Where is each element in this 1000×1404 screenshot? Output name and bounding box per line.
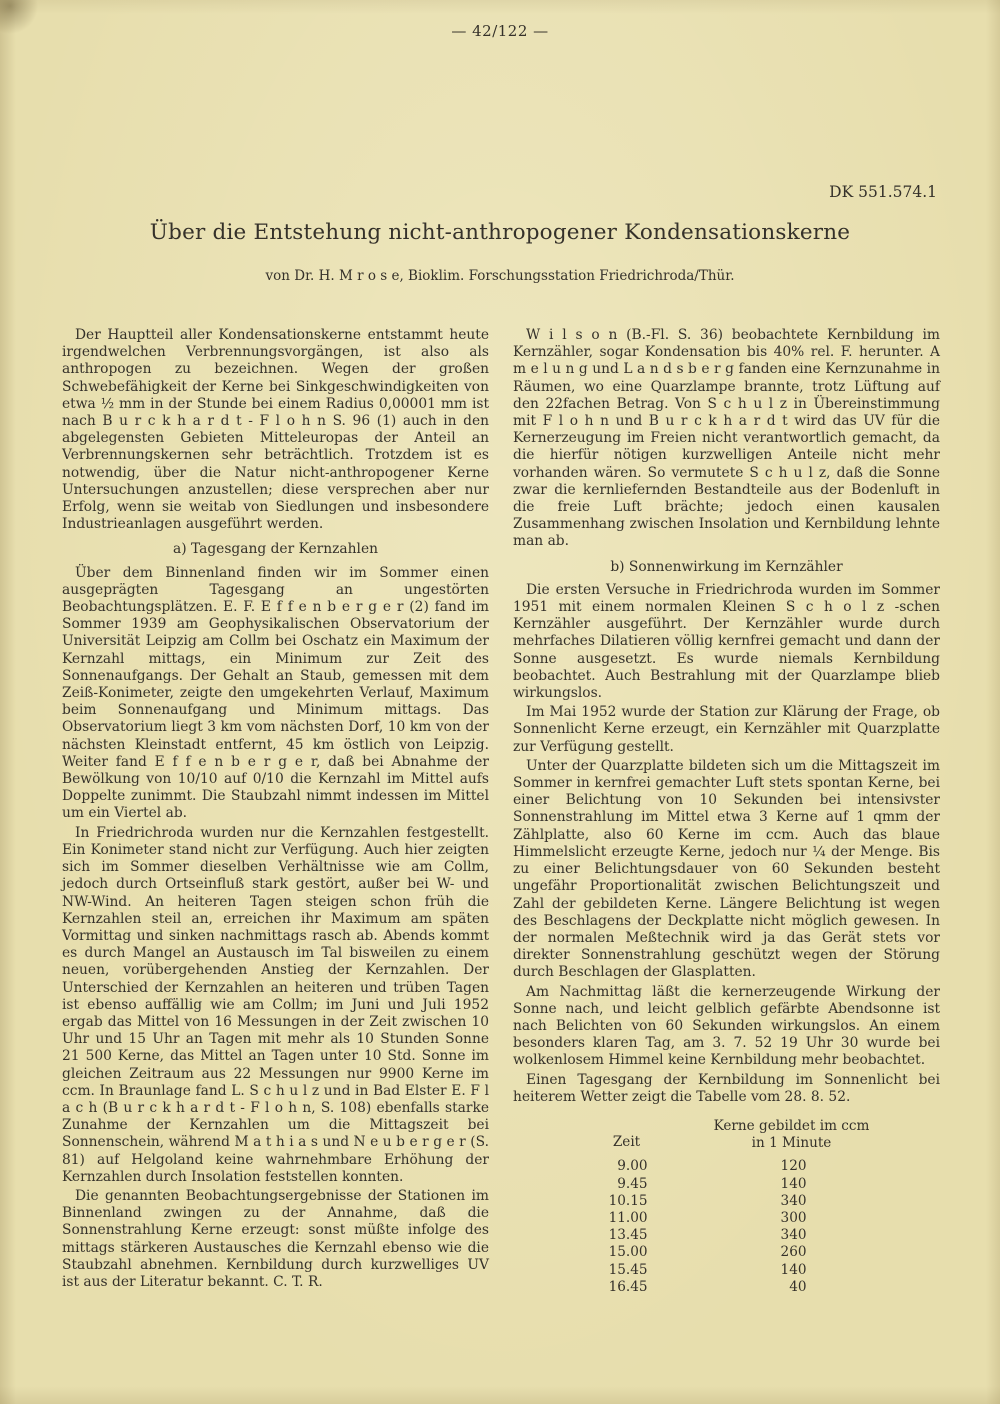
table-cell-value: 340 [780,1227,807,1244]
paragraph-wilson: W i l s o n (B.-Fl. S. 36) beobachtete Kernbildung im Kernzähler, sogar Kondensation bis 40% rel. F. herunter. A m e l u n g und L a n d s b e r g fanden eine Kernzunahme in Räumen, wo eine Quarzlampe brannte, trotz Lüftung auf den 22fachen Betrag. Von S c h u l z in Übereinstimmung mit F l o h n und B u r c k h a r d t wird das UV für die Kernerzeugung im Freien nicht verantwortlich gemacht, da die hierfür nötigen kurzwelligen Anteile nicht mehr vorhanden wären. So vermutete S c h u l z, daß die Sonne zwar die kernliefernden Bestandteile aus der Bodenluft in die freie Luft brächte; jedoch einen kausalen Zusammenhang zwischen Insolation und Kernbildung lehnte man ab. [513,327,940,550]
table-header-kerne [692,1118,892,1152]
table-cell-time: 10.15 [608,1192,648,1209]
observation-table-header [562,1118,892,1152]
table-row [562,1193,892,1210]
table-cell-time: 16.45 [608,1278,648,1295]
section-heading-a: a) Tagesgang der Kernzahlen [173,541,378,558]
left-column [62,327,489,1296]
table-cell-value: 140 [780,1261,807,1278]
table-cell-value: 140 [780,1175,807,1192]
table-header-kerne-line1: Kerne gebildet im ccm [713,1117,870,1134]
two-column-body [62,327,940,1296]
table-row [562,1279,892,1296]
paragraph-table-intro: Einen Tagesgang der Kernbildung im Sonnenlicht bei heiterem Wetter zeigt die Tabelle vom 28. 8. 52. [513,1071,940,1105]
paragraph-sonnenwirkung-2: Im Mai 1952 wurde der Station zur Klärung der Frage, ob Sonnenlicht Kerne erzeugt, ein Kernzähler mit Quarzplatte zur Verfügung gestellt. [513,704,940,755]
paragraph-sonnenwirkung-1: Die ersten Versuche in Friedrichroda wurden im Sommer 1951 mit einem normalen Kleinen S c h o l z -schen Kernzähler ausgeführt. Der Kernzähler wurde durch mehrfaches Dilatieren völlig kernfrei gemacht und dann der Sonne ausgesetzt. Es wurde niemals Kernbildung beobachtet. Auch Bestrahlung mit der Quarzlampe blieb wirkungslos. [513,581,940,702]
article-title: Über die Entstehung nicht-anthropogener Kondensationskerne [149,220,851,245]
paragraph-tagesgang-2: In Friedrichroda wurden nur die Kernzahlen festgestellt. Ein Konimeter stand nicht zur Verfügung. Auch hier zeigten sich im Sommer dieselben Verhältnisse wie am Collm, jedoch durch Ortseinfluß stark gestört, außer bei W- und NW-Wind. An heiteren Tagen steigen schon früh die Kernzahlen steil an, erreichen ihr Maximum am späten Vormittag und sinken nachmittags rasch ab. Abends kommt es durch Mangel an Austausch im Tal bisweilen zu einem neuen, vorübergehenden Anstieg der Kernzahlen. Der Unterschied der Kernzahlen an heiteren und trüben Tagen ist ebenso auffällig wie am Collm; im Juni und Juli 1952 ergab das Mittel von 16 Messungen in der Zeit zwischen 10 Uhr und 15 Uhr an Tagen mit mehr als 10 Stunden Sonne 21 500 Kerne, das Mittel an Tagen unter 10 Std. Sonne im gleichen Zeitraum aus 22 Messungen nur 9900 Kerne im ccm. In Braunlage fand L. S c h u l z und in Bad Elster E. F l a c h (B u r c k h a r d t - F l o h n, S. 108) ebenfalls starke Zunahme der Kernzahlen um die Mittagszeit bei Sonnenschein, während M a t h i a s und N e u b e r g e r (S. 81) auf Helgoland keine wahrnehmbare Erhöhung der Kernzahlen durch Insolation feststellen konnten. [62,824,489,1185]
paragraph-tagesgang-1: Über dem Binnenland finden wir im Sommer einen ausgeprägten Tagesgang an ungestörten Beobachtungsplätzen. E. F. E f f e n b e r g e r (2) fand im Sommer 1939 am Geophysikalischen Observatorium der Universität Leipzig am Collm bei Oschatz ein Maximum der Kernzahl mittags, ein Minimum zur Zeit des Sonnenaufgangs. Der Gehalt an Staub, gemessen mit dem Zeiß-Konimeter, zeigte den umgekehrten Verlauf, Maximum beim Sonnenaufgang und Minimum mittags. Das Observatorium liegt 3 km vom nächsten Dorf, 10 km von der nächsten Kleinstadt entfernt, 45 km östlich von Leipzig. Weiter fand E f f e n b e r g e r, daß bei Abnahme der Bewölkung von 10/10 auf 0/10 die Kernzahl im Mittel aufs Doppelte zunimmt. Die Staubzahl nimmt indessen im Mittel um ein Viertel ab. [62,564,489,822]
table-header-kerne-line2: in 1 Minute [751,1135,832,1152]
table-cell-time: 9.45 [617,1175,648,1192]
table-cell-value: 120 [780,1158,807,1175]
paragraph-tagesgang-3: Die genannten Beobachtungsergebnisse der Stationen im Binnenland zwingen zu der Annahme, daß die Sonnenstrahlung Kerne erzeugt: sonst müßte infolge des mittags stärkeren Austausches die Kernzahl ebenso wie die Staubzahl abnehmen. Kernbildung durch kurzwelliges UV ist aus der Literatur bekannt. C. T. R. [62,1187,489,1290]
table-row [562,1262,892,1279]
table-cell-value: 40 [789,1278,807,1295]
author-line: von Dr. H. M r o s e, Bioklim. Forschungsstation Friedrichroda/Thür. [265,268,735,284]
table-cell-value: 260 [780,1244,807,1261]
dk-classification-number: DK 551.574.1 [829,183,937,201]
right-column [513,327,940,1296]
table-row [562,1227,892,1244]
page-number: — 42/122 — [451,22,549,40]
table-cell-value: 300 [780,1209,807,1226]
paragraph-sonnenwirkung-3: Unter der Quarzplatte bildeten sich um die Mittagszeit im Sommer in kernfrei gemachter Luft stets spontan Kerne, bei einer Belichtung von 10 Sekunden bei intensivster Sonnenstrahlung im Mittel etwa 3 Kerne auf 1 qmm der Zählplatte, also 60 Kerne im ccm. Auch das blaue Himmelslicht erzeugte Kerne, jedoch nur ¼ der Menge. Bis zu einer Belichtungsdauer von 60 Sekunden besteht ungefähr Proportionalität zwischen Belichtungszeit und Zahl der gebildeten Kerne. Längere Belichtung ist wegen des Beschlagens der Deckplatte nicht möglich gewesen. In der normalen Meßtechnik wird ja das Gerät stets vor direkter Sonnenstrahlung geschützt wegen der Störung durch Beschlagen der Glasplatten. [513,757,940,981]
observation-table [562,1118,892,1296]
table-row [562,1176,892,1193]
table-cell-time: 15.00 [608,1244,648,1261]
table-row [562,1244,892,1261]
section-heading-b: b) Sonnenwirkung im Kernzähler [610,558,843,575]
table-row [562,1210,892,1227]
table-cell-time: 15.45 [608,1261,648,1278]
table-cell-value: 340 [780,1192,807,1209]
paragraph-intro: Der Hauptteil aller Kondensationskerne entstammt heute irgendwelchen Verbrennungsvorgängen, ist also als anthropogen zu bezeichnen. Wegen der großen Schwebefähigkeit der Kerne bei Sinkgeschwindigkeiten von etwa ½ mm in der Stunde bei einem Radius 0,00001 mm ist nach B u r c k h a r d t - F l o h n S. 96 (1) auch in den abgelegensten Gebieten Mitteleuropas der Anteil an Verbrennungskernen sehr beträchtlich. Trotzdem ist es notwendig, über die Natur nicht-anthropogener Kerne Untersuchungen anzustellen; diese versprechen aber nur Erfolg, wenn sie weitab von Siedlungen und insbesondere Industrieanlagen ausgeführt werden. [62,327,489,533]
table-row [562,1158,892,1175]
paragraph-sonnenwirkung-4: Am Nachmittag läßt die kernerzeugende Wirkung der Sonne nach, und leicht gelblich gefärbte Abendsonne ist nach Belichten von 60 Sekunden wirkungslos. An einem besonders klaren Tag, am 3. 7. 52 19 Uhr 30 wurde bei wolkenlosem Himmel keine Kernbildung mehr beobachtet. [513,983,940,1069]
table-cell-time: 13.45 [608,1227,648,1244]
table-header-zeit: Zeit [612,1134,641,1151]
table-cell-time: 11.00 [608,1209,648,1226]
table-cell-time: 9.00 [617,1158,648,1175]
